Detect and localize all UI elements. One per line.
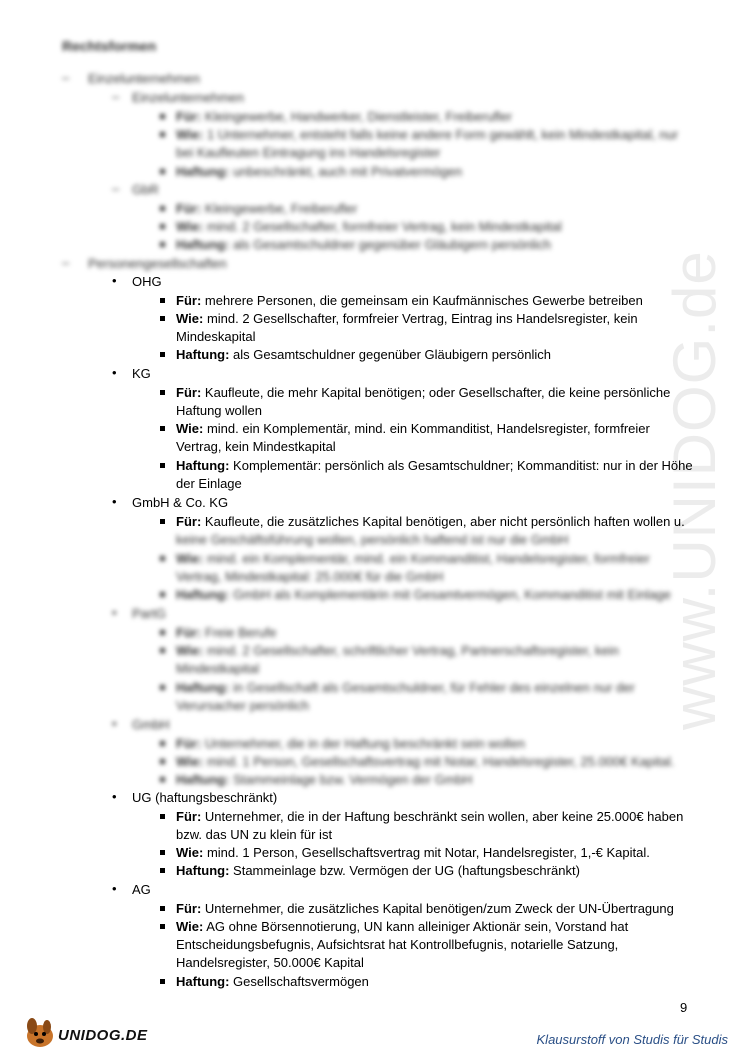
gmbhcokg-haftung: Haftung: GmbH als Komplementärin mit Gesamtvermögen, Kommanditist mit Einlage [176,587,671,602]
kg-title: KG [132,366,151,381]
einzel-fuer: Für: Kleingewerbe, Handwerker, Dienstleister, Freiberufler [176,109,512,124]
gbr-fuer: Für: Kleingewerbe, Freiberufler [176,201,358,216]
gbr-title: GbR [132,182,159,197]
ug-fuer-cont: bzw. das UN zu klein für ist [176,827,333,842]
gmbhcokg-wie-cont: Vertrag, Mindestkapital: 25.000€ für die GmbH [176,569,444,584]
footer-slogan: Klausurstoff von Studis für Studis [536,1032,728,1047]
kg-fuer-cont: Haftung wollen [176,403,262,418]
ohg-title: OHG [132,274,162,289]
group-einzelunternehmen: Einzelunternehmen [88,71,201,86]
gbr-haftung: Haftung: als Gesamtschuldner gegenüber Gläubigern persönlich [176,237,552,252]
ug-wie: Wie: mind. 1 Person, Gesellschaftsvertrag mit Notar, Handelsregister, 1,-€ Kapital. [176,845,650,860]
page-number: 9 [680,1000,688,1015]
watermark: www.UNIDOG.de [661,250,728,730]
gmbh-title: GmbH [132,717,170,732]
ohg-haftung: Haftung: als Gesamtschuldner gegenüber Gläubigern persönlich [176,347,552,362]
ag-wie-cont-2: Handelsregister, 50.000€ Kapital [176,955,364,970]
einzel-wie: Wie: 1 Unternehmer, entsteht falls keine andere Form gewählt, kein Mindestkapital, nur [176,127,679,142]
kg-haftung: Haftung: Komplementär: persönlich als Gesamtschuldner; Kommanditist: nur in der Höhe [176,458,693,473]
kg-wie: Wie: mind. ein Komplementär, mind. ein Kommanditist, Handelsregister, formfreier [176,421,650,436]
gmbhcokg-wie: Wie: mind. ein Komplementär, mind. ein Kommanditist, Handelsregister, formfreier [176,551,650,566]
gbr-wie: Wie: mind. 2 Gesellschafter, formfreier Vertrag, kein Mindestkapital [176,219,562,234]
ag-wie: Wie: AG ohne Börsennotierung, UN kann alleiniger Aktionär sein, Vorstand hat [176,919,629,934]
ag-haftung: Haftung: Gesellschaftsvermögen [176,974,369,989]
ag-wie-cont-1: Entscheidungsbefugnis, Aufsichtsrat hat Kontrollbefugnis, notarielle Satzung, [176,937,619,952]
partg-wie: Wie: mind. 2 Gesellschafter, schriftlicher Vertrag, Partnerschaftsregister, kein [176,643,619,658]
logo-text: UNIDOG.DE [58,1027,148,1044]
gmbh-wie: Wie: mind. 1 Person, Gesellschaftsvertrag mit Notar, Handelsregister, 25.000€ Kapital. [176,754,675,769]
gmbhcokg-title: GmbH & Co. KG [132,495,229,510]
kg-haftung-cont: der Einlage [176,476,242,491]
gmbhcokg-fuer: Für: Kaufleute, die zusätzliches Kapital benötigen, aber nicht persönlich haften wollen u. [176,514,685,529]
ug-title: UG (haftungsbeschränkt) [132,790,278,805]
ohg-wie: Wie: mind. 2 Gesellschafter, formfreier Vertrag, Eintrag ins Handelsregister, kein [176,311,638,326]
partg-haftung: Haftung: in Gesellschaft als Gesamtschuldner, für Fehler des einzelnen nur der [176,680,635,695]
gmbhcokg-fuer-cont: keine Geschäftsführung wollen, persönlich haftend ist nur die GmbH [176,532,569,547]
partg-wie-cont: Mindestkapital [176,661,260,676]
gmbh-fuer: Für: Unternehmer, die in der Haftung beschränkt sein wollen [176,736,526,751]
ug-fuer: Für: Unternehmer, die in der Haftung beschränkt sein wollen, aber keine 25.000€ haben [176,809,684,824]
ug-haftung: Haftung: Stammeinlage bzw. Vermögen der UG (haftungsbeschränkt) [176,863,580,878]
ag-fuer: Für: Unternehmer, die zusätzliches Kapital benötigen/zum Zweck der UN-Übertragung [176,901,674,916]
page-heading: Rechtsformen [62,38,157,54]
ag-title: AG [132,882,151,897]
partg-haftung-cont: Verursacher persönlich [176,698,309,713]
einzel-title: Einzelunternehmen [132,90,245,105]
einzel-wie-cont: bei Kaufleuten Eintragung ins Handelsregister [176,145,441,160]
gmbh-haftung: Haftung: Stammeinlage bzw. Vermögen der GmbH [176,772,473,787]
partg-fuer: Für: Freie Berufe [176,625,277,640]
partg-title: PartG [132,606,166,621]
ohg-fuer: Für: mehrere Personen, die gemeinsam ein Kaufmännisches Gewerbe betreiben [176,293,643,308]
ohg-wie-cont: Mindeskapital [176,329,256,344]
group-personengesellschaften: Personengesellschaften [88,256,227,271]
kg-fuer: Für: Kaufleute, die mehr Kapital benötigen; oder Gesellschafter, die keine persönliche [176,385,671,400]
einzel-haftung: Haftung: unbeschränkt, auch mit Privatvermögen [176,164,463,179]
kg-wie-cont: Vertrag, kein Mindestkapital [176,439,336,454]
document-page: www.UNIDOG.de Rechtsformen – Einzelunternehmen – Einzelunternehmen Für: Kleingewerbe, Handwerker, Dienstleister, Freiberufler Wie: 1 Unternehmer, entsteht falls keine andere Form gewählt, kein Mindestkapital, nur bei Kaufleuten Eintragung ins Handelsregister Haftung: unbeschränkt, auch mit Privatvermögen – GbR Für: Kleingewerbe, Freiberufler Wie: mind. 2 Gesellschafter, formfreier Vertrag, kein Mindestkapital Haftung: als Gesamtschuldner gegenüber Gläubigern persönlich – Personengesellschaften • OHG Für: mehrere Personen, die gemeinsam ein Kaufmännisches Gewerbe betreiben Wie: mind. 2 Gesellschafter, formfreier Vertrag, Eintrag ins Handelsregister, kein Mindeskapital Haftung: als Gesamtschuldner gegenüber Gläubigern persönlich • KG Für: Kaufleute, die mehr Kapital benötigen; oder Gesellschafter, die keine persönliche Haftung wollen Wie: mind. ein Komplementär, mind. ein Kommanditist, Handelsregister, formfreier Vertrag, kein Mindestkapital Haftung: Komplementär: persönlich als Gesamtschuldner; Kommanditist: nur in der Höhe der Einlage • GmbH & Co. KG Für: Kaufleute, die zusätzliches Kapital benötigen, aber nicht persönlich haften wollen u. keine Geschäftsführung wollen, persönlich haftend ist nur die GmbH Wie: mind. ein Komplementär, mind. ein Kommanditist, Handelsregister, formfreier Vertrag, Mindestkapital: 25.000€ für die GmbH Haftung: GmbH als Komplementärin mit Gesamtvermögen, Kommanditist mit Einlage • PartG Für: Freie Berufe Wie: mind. 2 Gesellschafter, schriftlicher Vertrag, Partnerschaftsregister, kein Mindestkapital Haftung: in Gesellschaft als Gesamtschuldner, für Fehler des einzelnen nur der Verursacher persönlich • GmbH Für: Unternehmer, die in der Haftung beschränkt sein wollen Wie: mind. 1 Person, Gesellschaftsvertrag mit Notar, Handelsregister, 25.000€ Kapital. Haftung: Stammeinlage bzw. Vermögen der GmbH • UG (haftungsbeschränkt) Für: Unternehmer, die in der Haftung beschränkt sein wollen, aber keine 25.000€ haben bzw. das UN zu klein für ist Wie: mind. 1 Person, Gesellschaftsvertrag mit Notar, Handelsregister, 1,-€ Kapital. Haftung: Stammeinlage bzw. Vermögen der UG (haftungsbeschränkt) • AG Für: Unternehmer, die zusätzliches Kapital benötigen/zum Zweck der UN-Übertragung Wie: AG ohne Börsennotierung, UN kann alleiniger Aktionär sein, Vorstand hat Entscheidungsbefugnis, Aufsichtsrat hat Kontrollbefugnis, notarielle Satzung, Handelsregister, 50.000€ Kapital Haftung: Gesellschaftsvermögen 9 UNIDOG.DE Klausurstoff von Studis für Studis [0,0,750,1060]
